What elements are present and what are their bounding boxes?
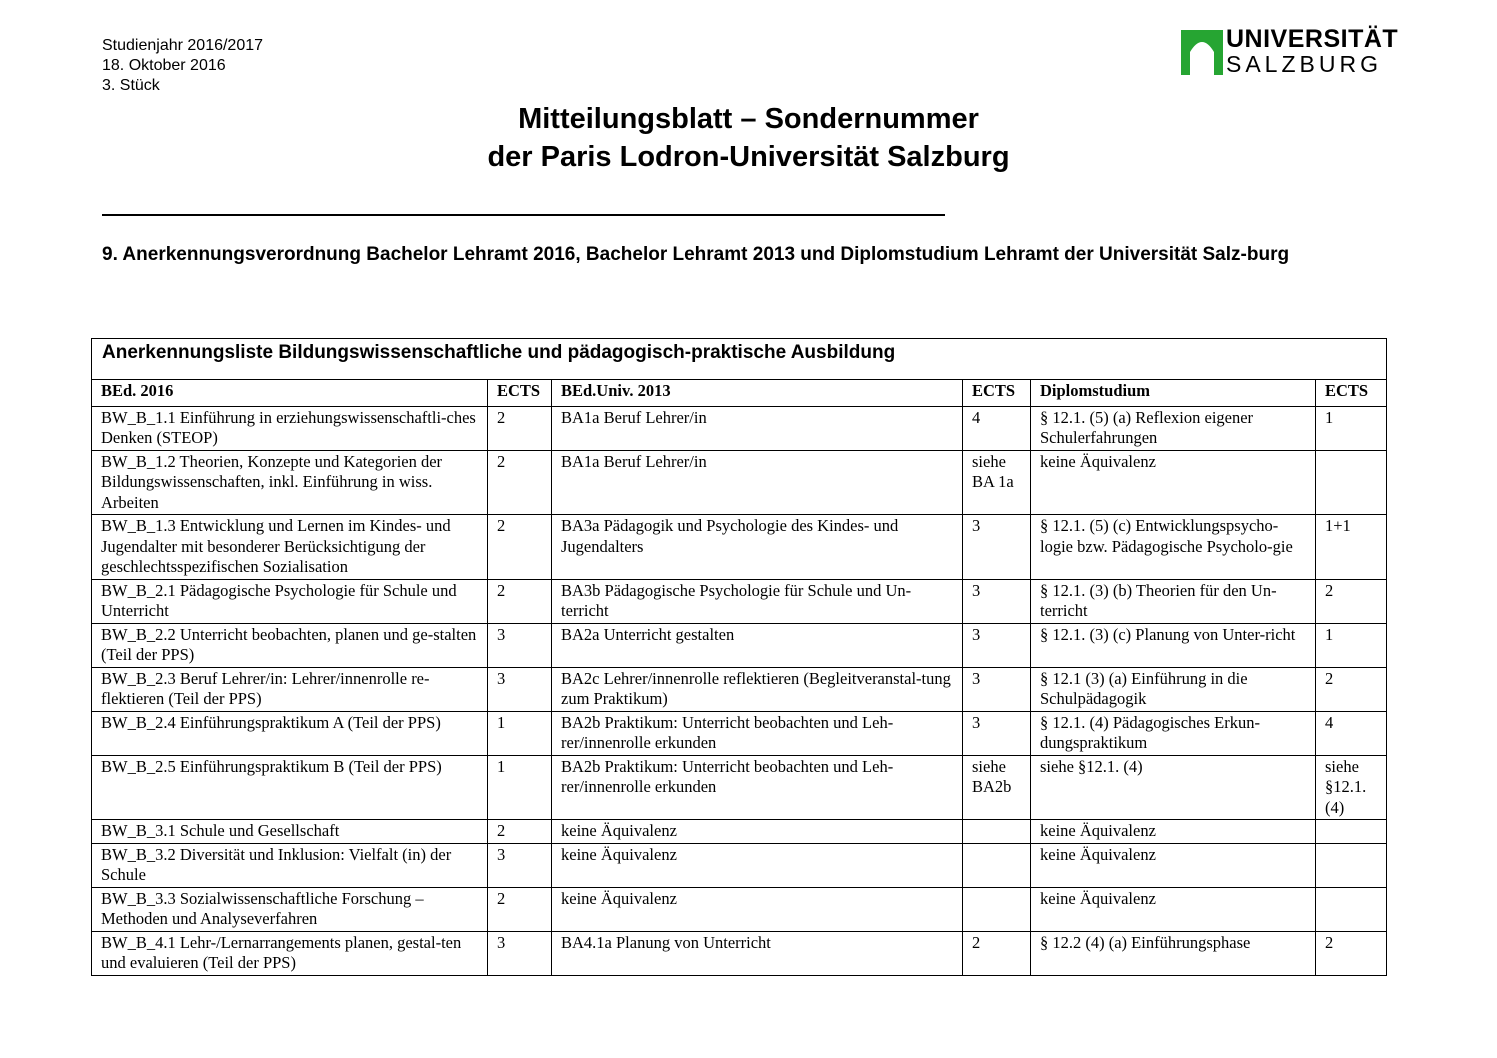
logo-text-universitaet: UNIVERSITÄT	[1226, 25, 1399, 53]
course-bed-2016: BW_B_3.2 Diversität und Inklusion: Vielfalt (in) der Schule	[92, 843, 488, 887]
course-bed-univ-2013: BA2b Praktikum: Unterricht beobachten und Leh-rer/innenrolle erkunden	[552, 755, 963, 820]
table-header-row	[92, 380, 1387, 407]
course-diplomstudium: keine Äquivalenz	[1031, 450, 1316, 515]
course-diplomstudium: § 12.1. (5) (c) Entwicklungspsycho-logie bzw. Pädagogische Psycholo-gie	[1031, 515, 1316, 580]
recognition-table	[91, 338, 1387, 976]
ects-bed-2016: 3	[488, 843, 552, 887]
table-row	[92, 406, 1387, 450]
column-header: Diplomstudium	[1031, 380, 1316, 407]
ects-bed-2016: 2	[488, 887, 552, 931]
course-bed-2016: BW_B_2.5 Einführungspraktikum B (Teil der PPS)	[92, 755, 488, 820]
section-heading: 9. Anerkennungsverordnung Bachelor Lehramt 2016, Bachelor Lehramt 2013 und Diplomstudium Lehramt der Universität Salz-burg	[102, 244, 1290, 265]
course-bed-2016: BW_B_2.3 Beruf Lehrer/in: Lehrer/innenrolle re-flektieren (Teil der PPS)	[92, 667, 488, 711]
ects-bed-univ-2013	[963, 887, 1031, 931]
course-bed-univ-2013: BA3a Pädagogik und Psychologie des Kindes- und Jugendalters	[552, 515, 963, 580]
course-bed-univ-2013: BA1a Beruf Lehrer/in	[552, 406, 963, 450]
course-bed-2016: BW_B_2.1 Pädagogische Psychologie für Schule und Unterricht	[92, 579, 488, 623]
university-logo	[1181, 25, 1399, 78]
ects-bed-univ-2013: siehe BA2b	[963, 755, 1031, 820]
course-diplomstudium: keine Äquivalenz	[1031, 820, 1316, 844]
ects-bed-univ-2013	[963, 843, 1031, 887]
table-caption-row	[92, 339, 1387, 380]
ects-bed-2016: 3	[488, 667, 552, 711]
course-bed-univ-2013: keine Äquivalenz	[552, 843, 963, 887]
ects-bed-univ-2013: 2	[963, 931, 1031, 975]
table-row	[92, 515, 1387, 580]
ects-diplomstudium: 2	[1316, 579, 1387, 623]
ects-bed-2016: 2	[488, 515, 552, 580]
ects-diplomstudium: 1	[1316, 406, 1387, 450]
table-row	[92, 623, 1387, 667]
column-header: BEd.Univ. 2013	[552, 380, 963, 407]
ects-diplomstudium: 4	[1316, 711, 1387, 755]
ects-diplomstudium: 1	[1316, 623, 1387, 667]
column-header: ECTS	[963, 380, 1031, 407]
course-diplomstudium: § 12.1. (3) (b) Theorien für den Un-terricht	[1031, 579, 1316, 623]
course-bed-univ-2013: BA1a Beruf Lehrer/in	[552, 450, 963, 515]
divider-line	[102, 214, 945, 216]
course-bed-univ-2013: BA2c Lehrer/innenrolle reflektieren (Begleitveranstal-tung zum Praktikum)	[552, 667, 963, 711]
table-caption: Anerkennungsliste Bildungswissenschaftliche und pädagogisch-praktische Ausbildung	[92, 339, 1387, 380]
ects-bed-univ-2013: 3	[963, 711, 1031, 755]
course-diplomstudium: § 12.1 (3) (a) Einführung in die Schulpädagogik	[1031, 667, 1316, 711]
ects-bed-2016: 2	[488, 450, 552, 515]
ects-bed-2016: 1	[488, 711, 552, 755]
ects-diplomstudium	[1316, 820, 1387, 844]
table-row	[92, 843, 1387, 887]
logo-text-salzburg: SALZBURG	[1226, 51, 1382, 77]
ects-bed-univ-2013: 3	[963, 579, 1031, 623]
course-bed-2016: BW_B_2.4 Einführungspraktikum A (Teil der PPS)	[92, 711, 488, 755]
ects-bed-2016: 2	[488, 406, 552, 450]
column-header: BEd. 2016	[92, 380, 488, 407]
ects-bed-2016: 2	[488, 820, 552, 844]
course-bed-2016: BW_B_1.1 Einführung in erziehungswissenschaftli-ches Denken (STEOP)	[92, 406, 488, 450]
course-diplomstudium: § 12.1. (5) (a) Reflexion eigener Schulerfahrungen	[1031, 406, 1316, 450]
ects-diplomstudium: 1+1	[1316, 515, 1387, 580]
course-bed-2016: BW_B_3.1 Schule und Gesellschaft	[92, 820, 488, 844]
course-diplomstudium: keine Äquivalenz	[1031, 843, 1316, 887]
table-row	[92, 887, 1387, 931]
ects-bed-univ-2013: 4	[963, 406, 1031, 450]
course-bed-univ-2013: BA4.1a Planung von Unterricht	[552, 931, 963, 975]
ects-bed-2016: 3	[488, 931, 552, 975]
table-row	[92, 579, 1387, 623]
column-header: ECTS	[488, 380, 552, 407]
page-title: Mitteilungsblatt – Sondernummer	[518, 103, 979, 135]
course-bed-2016: BW_B_2.2 Unterricht beobachten, planen und ge-stalten (Teil der PPS)	[92, 623, 488, 667]
ects-bed-univ-2013: 3	[963, 623, 1031, 667]
course-bed-2016: BW_B_4.1 Lehr-/Lernarrangements planen, gestal-ten und evaluieren (Teil der PPS)	[92, 931, 488, 975]
course-bed-2016: BW_B_3.3 Sozialwissenschaftliche Forschung – Methoden und Analyseverfahren	[92, 887, 488, 931]
course-diplomstudium: siehe §12.1. (4)	[1031, 755, 1316, 820]
ects-bed-2016: 3	[488, 623, 552, 667]
academic-year: Studienjahr 2016/2017	[102, 37, 264, 54]
ects-diplomstudium	[1316, 843, 1387, 887]
university-logo-mark	[1181, 26, 1223, 76]
ects-bed-univ-2013: 3	[963, 515, 1031, 580]
course-bed-univ-2013: keine Äquivalenz	[552, 820, 963, 844]
table-row	[92, 755, 1387, 820]
ects-diplomstudium	[1316, 887, 1387, 931]
document-meta	[102, 36, 263, 96]
table-row	[92, 450, 1387, 515]
course-bed-univ-2013: BA2b Praktikum: Unterricht beobachten und Leh-rer/innenrolle erkunden	[552, 711, 963, 755]
ects-bed-2016: 1	[488, 755, 552, 820]
ects-bed-univ-2013: siehe BA 1a	[963, 450, 1031, 515]
course-diplomstudium: § 12.2 (4) (a) Einführungsphase	[1031, 931, 1316, 975]
ects-diplomstudium: 2	[1316, 667, 1387, 711]
ects-bed-univ-2013	[963, 820, 1031, 844]
table-row	[92, 711, 1387, 755]
course-diplomstudium: keine Äquivalenz	[1031, 887, 1316, 931]
issue-number: 3. Stück	[102, 77, 160, 94]
course-diplomstudium: § 12.1. (3) (c) Planung von Unter-richt	[1031, 623, 1316, 667]
table-row	[92, 667, 1387, 711]
ects-diplomstudium	[1316, 450, 1387, 515]
ects-bed-univ-2013: 3	[963, 667, 1031, 711]
table-row	[92, 931, 1387, 975]
course-bed-2016: BW_B_1.3 Entwicklung und Lernen im Kindes- und Jugendalter mit besonderer Berücksichtigung der geschlechtsspezifischen Sozialisation	[92, 515, 488, 580]
course-diplomstudium: § 12.1. (4) Pädagogisches Erkun-dungspraktikum	[1031, 711, 1316, 755]
course-bed-2016: BW_B_1.2 Theorien, Konzepte und Kategorien der Bildungswissenschaften, inkl. Einführung in wiss. Arbeiten	[92, 450, 488, 515]
course-bed-univ-2013: keine Äquivalenz	[552, 887, 963, 931]
page-subtitle: der Paris Lodron-Universität Salzburg	[487, 141, 1010, 173]
ects-bed-2016: 2	[488, 579, 552, 623]
course-bed-univ-2013: BA3b Pädagogische Psychologie für Schule und Un-terricht	[552, 579, 963, 623]
ects-diplomstudium: siehe §12.1. (4)	[1316, 755, 1387, 820]
course-bed-univ-2013: BA2a Unterricht gestalten	[552, 623, 963, 667]
issue-date: 18. Oktober 2016	[102, 57, 226, 74]
column-header: ECTS	[1316, 380, 1387, 407]
table-row	[92, 820, 1387, 844]
ects-diplomstudium: 2	[1316, 931, 1387, 975]
